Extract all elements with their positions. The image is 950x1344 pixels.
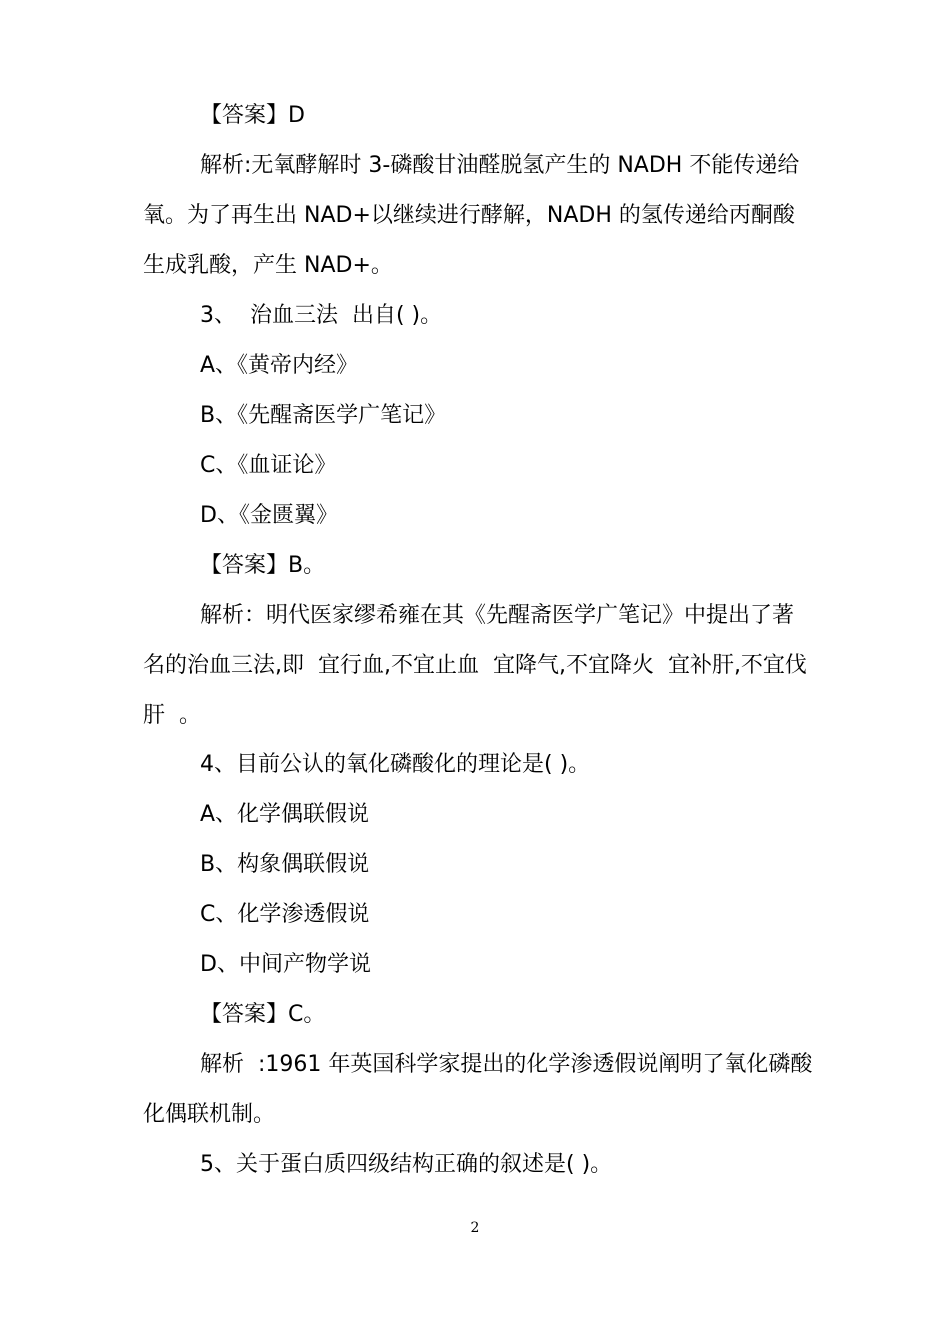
option-d: D、《金匮翼》: [200, 503, 338, 528]
explanation-line: 解析:无氧酵解时 3-磷酸甘油醛脱氢产生的 NADH 不能传递给: [200, 153, 800, 178]
explanation-line: 解析 :1961 年英国科学家提出的化学渗透假说阐明了氧化磷酸: [200, 1052, 813, 1077]
option-c: C、化学渗透假说: [200, 902, 370, 927]
option-a: A、《黄帝内经》: [200, 353, 359, 378]
option-d: D、中间产物学说: [200, 952, 371, 977]
explanation-line: 解析：明代医家缪希雍在其《先醒斋医学广笔记》中提出了著: [200, 603, 795, 628]
explanation-line: 氧。为了再生出 NAD+以继续进行酵解，NADH 的氢传递给丙酮酸: [143, 203, 795, 228]
question-text: 5、关于蛋白质四级结构正确的叙述是( )。: [200, 1152, 613, 1177]
explanation-line: 化偶联机制。: [143, 1102, 276, 1127]
option-c: C、《血证论》: [200, 453, 337, 478]
question-text: 4、目前公认的氧化磷酸化的理论是( )。: [200, 752, 591, 777]
answer-line: 【答案】D: [200, 103, 305, 128]
option-b: B、《先醒斋医学广笔记》: [200, 403, 447, 428]
explanation-line: 生成乳酸，产生 NAD+。: [143, 253, 393, 278]
answer-line: 【答案】C。: [200, 1002, 326, 1027]
explanation-line: 肝 。: [143, 703, 201, 728]
option-a: A、化学偶联假说: [200, 802, 370, 827]
explanation-line: 名的治血三法,即 宜行血,不宜止血 宜降气,不宜降火 宜补肝,不宜伐: [143, 653, 807, 678]
question-text: 3、 治血三法 出自( )。: [200, 303, 443, 328]
page-number: 2: [470, 1220, 480, 1236]
option-b: B、构象偶联假说: [200, 852, 370, 877]
answer-line: 【答案】B。: [200, 553, 326, 578]
